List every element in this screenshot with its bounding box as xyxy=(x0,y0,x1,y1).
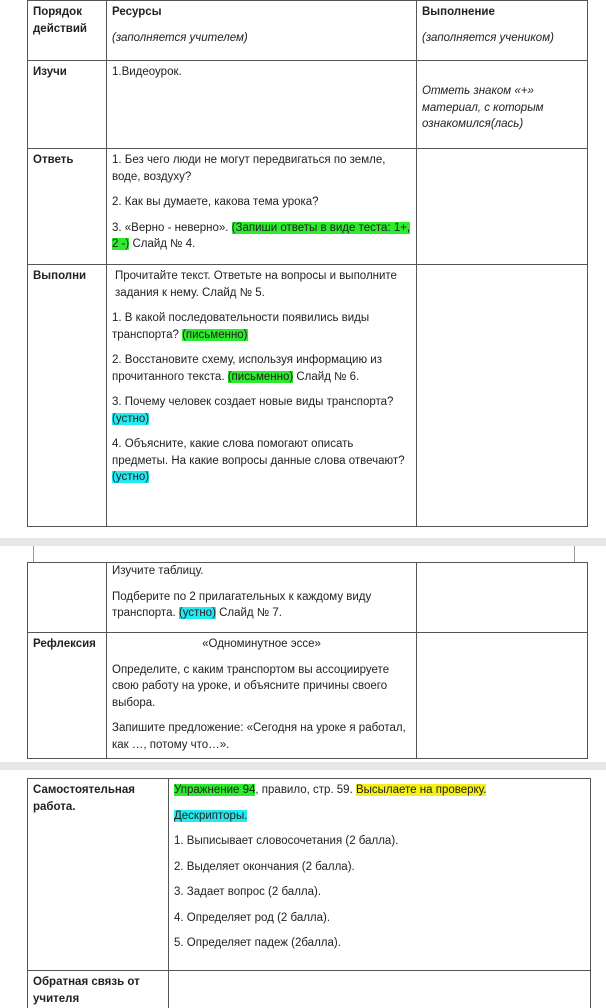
lesson-table-1 xyxy=(27,0,588,527)
execution-cell[interactable] xyxy=(417,265,588,527)
row-vypolni xyxy=(28,265,588,527)
highlight: (Запиши ответы в виде теста: 1+, 2 -) xyxy=(112,221,411,250)
page-3 xyxy=(0,770,606,1008)
execution-cell[interactable] xyxy=(417,563,588,633)
resource-cell: 1.Видеоурок. xyxy=(107,61,417,149)
highlight: (устно) xyxy=(112,471,150,483)
header-resources: Ресурсы (заполняется учителем) xyxy=(107,1,417,61)
header-execution: Выполнение (заполняется учеником) xyxy=(417,1,588,61)
margin-tick xyxy=(574,546,575,562)
page-2 xyxy=(0,546,606,762)
resource-cell: 1. Без чего люди не могут передвигаться по земле, воде, воздуху? 2. Как вы думаете, какова тема урока? 3. «Верно - неверно». (Запиши ответы в виде теста: 1+, 2 -) Слайд № 4. xyxy=(107,149,417,265)
header-steps: Порядок действий xyxy=(28,1,107,61)
row-refleksiya xyxy=(28,633,588,759)
row-continuation xyxy=(28,563,588,633)
row-label: Самостоятельная работа. xyxy=(28,779,169,971)
highlight: Дескрипторы. xyxy=(174,809,248,822)
lesson-table-3 xyxy=(27,778,591,1008)
row-feedback xyxy=(28,971,591,1008)
row-label: Рефлексия xyxy=(28,633,107,759)
row-otvet xyxy=(28,149,588,265)
execution-cell[interactable] xyxy=(417,149,588,265)
highlight: (письменно) xyxy=(182,328,248,341)
resource-cell: Упражнение 94, правило, стр. 59. Высылаете на проверку. Дескрипторы. 1. Выписывает словосочетания (2 балла). 2. Выделяет окончания (2 балла). 3. Задает вопрос (2 балла). 4. Определяет род (2 балла). 5. Определяет падеж (2балла). xyxy=(169,779,591,971)
margin-tick xyxy=(33,546,34,562)
page-separator xyxy=(0,762,606,770)
execution-cell[interactable]: Отметь знаком «+» материал, с которым ознакомился(лась) xyxy=(417,61,588,149)
row-izuchi xyxy=(28,61,588,149)
row-label: Обратная связь от учителя xyxy=(28,971,169,1008)
row-label: Ответь xyxy=(28,149,107,265)
highlight: (письменно) xyxy=(227,370,294,383)
resource-cell: Прочитайте текст. Ответьте на вопросы и выполните задания к нему. Слайд № 5. 1. В какой последовательности появились виды транспорта? (письменно) 2. Восстановите схему, используя информацию из прочитанного текста. (письменно) Слайд № 6. 3. Почему человек создает новые виды транспорта? (устно) 4. Объясните, какие слова помогают описать предметы. На какие вопросы данные слова отвечают? (устно) xyxy=(107,265,417,527)
row-label: Изучи xyxy=(28,61,107,149)
resource-cell: Изучите таблицу. Подберите по 2 прилагательных к каждому виду транспорта. (устно) Слайд № 7. xyxy=(107,563,417,633)
highlight: Упражнение 94 xyxy=(174,784,256,796)
execution-cell[interactable] xyxy=(417,633,588,759)
row-label: Выполни xyxy=(28,265,107,527)
header-row xyxy=(28,1,588,61)
page-separator xyxy=(0,538,606,546)
row-label xyxy=(28,563,107,633)
resource-cell: «Одноминутное эссе» Определите, с каким транспортом вы ассоциируете свою работу на уроке, и объясните причины своего выбора. Запишите предложение: «Сегодня на уроке я работал, как …, потому что…». xyxy=(107,633,417,759)
highlight: (устно) xyxy=(178,607,216,619)
feedback-cell[interactable] xyxy=(169,971,591,1008)
highlight: (устно) xyxy=(112,412,150,425)
lesson-table-2 xyxy=(27,562,588,759)
highlight: Высылаете на проверку. xyxy=(355,784,487,796)
row-samost xyxy=(28,779,591,971)
